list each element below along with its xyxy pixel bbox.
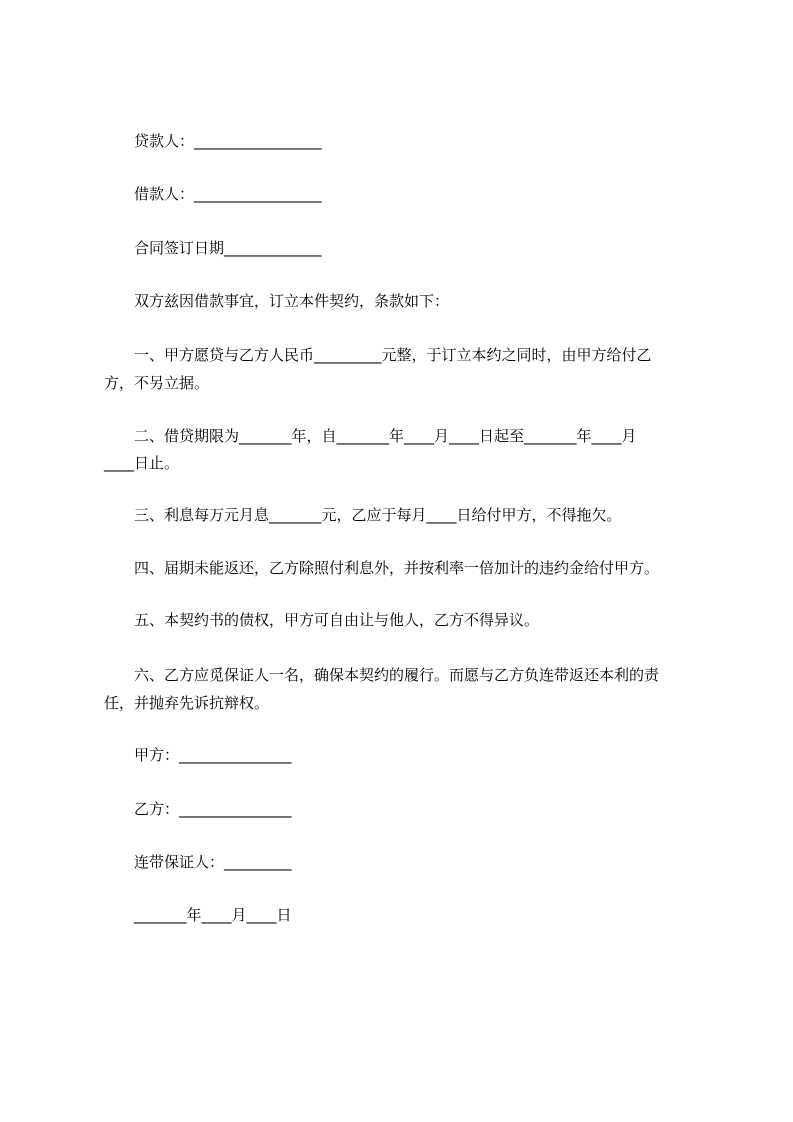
party-b-line: 乙方：_______________ [104, 800, 292, 818]
sign-date-line: 合同签订日期_____________ [104, 239, 322, 257]
clause-2-line-2: ____日止。 [104, 454, 180, 472]
clause-2-line-1: 二、借贷期限为_______年，自_______年____月____日起至_______年____月 [104, 427, 637, 445]
clause-4: 四、届期未能返还，乙方除照付利息外，并按利率一倍加计的违约金给付甲方。 [104, 559, 660, 577]
clause-5: 五、本契约书的债权，甲方可自由让与他人，乙方不得异议。 [104, 611, 540, 629]
clause-3: 三、利息每万元月息_______元，乙应于每月____日给付甲方，不得拖欠。 [104, 506, 622, 524]
lender-line: 贷款人：_________________ [104, 132, 322, 150]
clause-6-line-2: 任，并抛弃先诉抗辩权。 [104, 694, 270, 712]
clause-1-line-2: 方，不另立据。 [104, 374, 210, 392]
guarantor-line: 连带保证人：_________ [104, 853, 292, 871]
intro-paragraph: 双方兹因借款事宜，订立本件契约，条款如下： [104, 292, 450, 310]
date-line: _______年____月____日 [104, 906, 292, 924]
clause-1-line-1: 一、甲方愿贷与乙方人民币_________元整，于订立本约之同时，由甲方给付乙 [104, 346, 652, 364]
borrower-line: 借款人：_________________ [104, 185, 322, 203]
clause-6-line-1: 六、乙方应觅保证人一名，确保本契约的履行。而愿与乙方负连带返还本利的责 [104, 666, 660, 684]
party-a-line: 甲方：_______________ [104, 746, 292, 764]
